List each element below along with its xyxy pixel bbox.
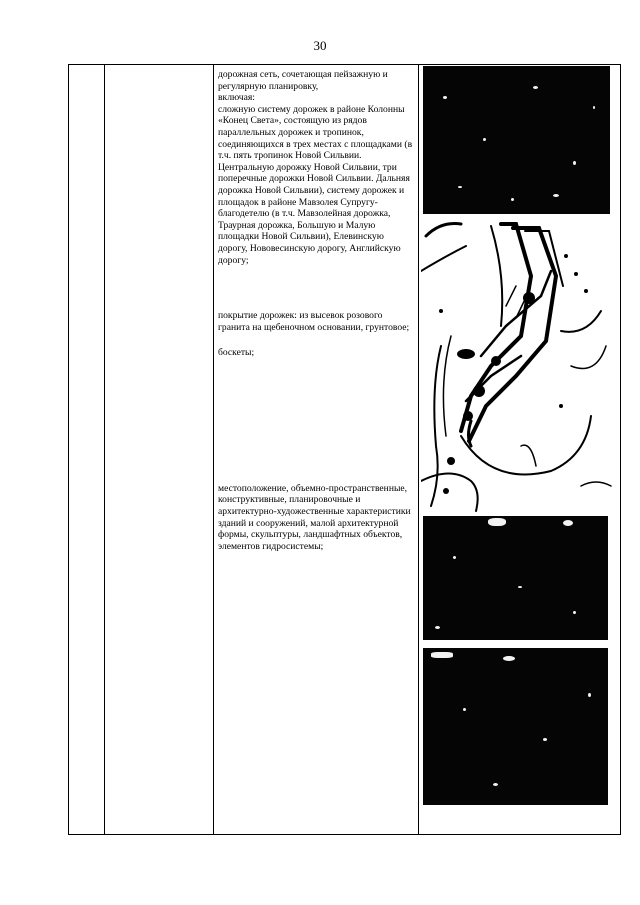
page-number: 30 bbox=[313, 38, 327, 53]
cell-number bbox=[69, 65, 105, 835]
cell-description bbox=[214, 65, 419, 835]
description-including: включая: bbox=[218, 92, 255, 104]
description-paving: покрытие дорожек: из высевок розового гранита на щебеночном основании, грунтовое; bbox=[218, 310, 410, 333]
description-bosquets: боскеты; bbox=[218, 347, 255, 359]
description-details: сложную систему дорожек в районе Колонны «Конец Света», состоящую из рядов параллельных дорожек и тропинок, соединяющихся в трех местах с площадками (в т.ч. пять тропинок Новой Сильвии. Центральную дорожку Новой Сильвии, три поперечные дорожки Новой Сильвии. Дальняя дорожка Новой Сильвии), систему дорожек и площадок в районе Мавзолея Супругу-благодетелю (в т.ч. Мавзолейная дорожка, Траурная дорожка, Большую и Малую площадки Новой Сильвии), Елевинскую дорогу, Нововесинскую дорогу, Английскую дорогу; bbox=[218, 103, 413, 266]
photo-park-3 bbox=[423, 648, 608, 805]
description-location: местоположение, объемно-пространственные, конструктивные, планировочные и архитектурно-художественные характеристики зданий и сооружений, малой архитектурной формы, скульптуры, ландшафтных объектов, элементов гидросистемы; bbox=[218, 482, 411, 552]
photo-park-2 bbox=[423, 516, 608, 640]
path-network-plan bbox=[421, 216, 612, 512]
cell-object bbox=[105, 65, 214, 835]
description-intro: дорожная сеть, сочетающая пейзажную и регулярную планировку, bbox=[218, 69, 388, 92]
photo-park-1 bbox=[423, 66, 610, 214]
